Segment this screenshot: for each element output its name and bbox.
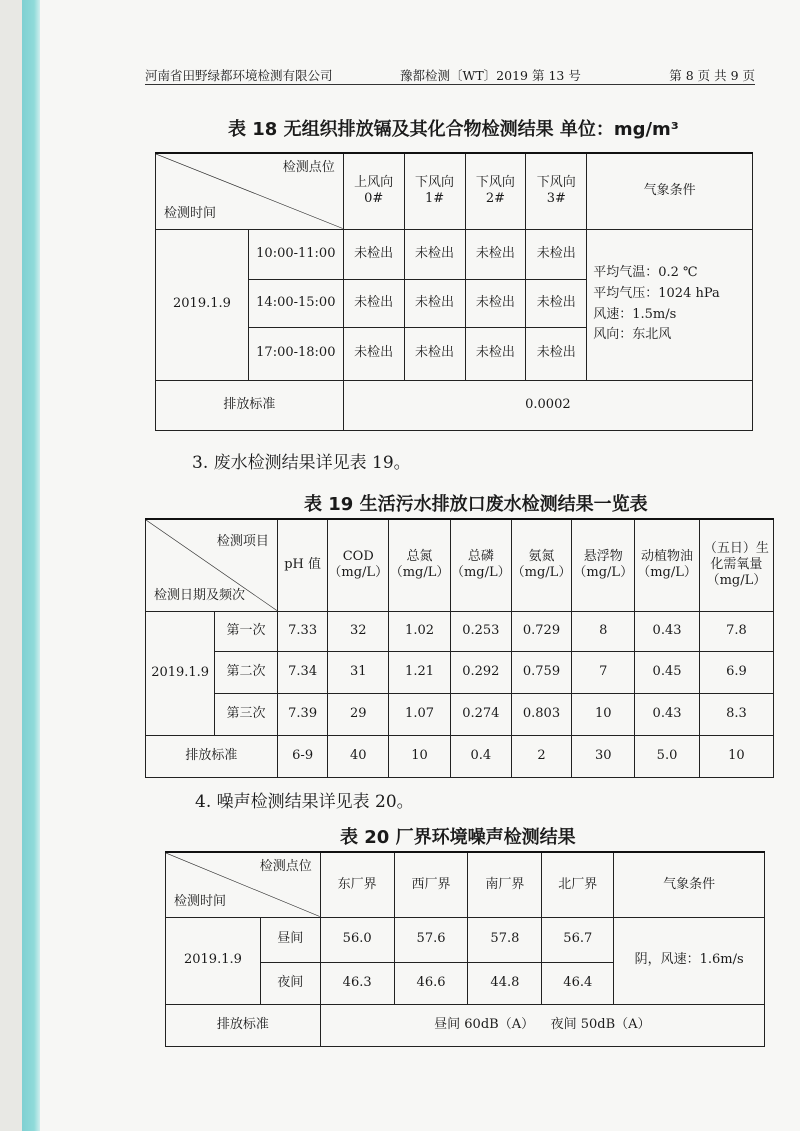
value-cell: 1.02 xyxy=(389,611,451,651)
value-cell: 10 xyxy=(572,693,635,735)
standard-value: 0.0002 xyxy=(343,380,752,430)
col-header: 下风向 3# xyxy=(526,153,587,229)
standard-value: 昼间 60dB（A） 夜间 50dB（A） xyxy=(320,1004,764,1046)
value-cell: 57.6 xyxy=(394,917,468,962)
col-header: （五日）生 化需氧量 （mg/L） xyxy=(699,519,773,611)
col-header: 西厂界 xyxy=(394,852,468,917)
standard-value: 10 xyxy=(389,735,451,777)
date-cell: 2019.1.9 xyxy=(156,229,249,380)
table19-diagonal-header xyxy=(146,519,278,611)
value-cell: 未检出 xyxy=(343,229,404,279)
value-cell: 0.292 xyxy=(450,651,511,693)
standard-label: 排放标准 xyxy=(166,1004,321,1046)
value-cell: 未检出 xyxy=(465,229,526,279)
freq-cell: 第一次 xyxy=(215,611,278,651)
weather-line: 风速：1.5m/s xyxy=(593,306,677,322)
value-cell: 7 xyxy=(572,651,635,693)
value-cell: 未检出 xyxy=(526,327,587,380)
section-4-text: 4. 噪声检测结果详见表 20。 xyxy=(195,792,414,812)
freq-cell: 第二次 xyxy=(215,651,278,693)
standard-label: 排放标准 xyxy=(146,735,278,777)
value-cell: 6.9 xyxy=(699,651,773,693)
freq-cell: 第三次 xyxy=(215,693,278,735)
standard-value: 40 xyxy=(328,735,389,777)
weather-conditions xyxy=(587,229,753,380)
value-cell: 0.274 xyxy=(450,693,511,735)
diag-bottom-label: 检测时间 xyxy=(174,894,227,910)
standard-value: 10 xyxy=(699,735,773,777)
col-header: 东厂界 xyxy=(320,852,394,917)
value-cell: 0.729 xyxy=(511,611,572,651)
value-cell: 8 xyxy=(572,611,635,651)
value-cell: 0.759 xyxy=(511,651,572,693)
period-cell: 昼间 xyxy=(260,917,320,962)
value-cell: 0.43 xyxy=(635,693,700,735)
standard-value: 2 xyxy=(511,735,572,777)
value-cell: 未检出 xyxy=(465,279,526,327)
report-number: 豫都检测〔WT〕2019 第 13 号 xyxy=(400,68,581,83)
standard-value: 6-9 xyxy=(277,735,328,777)
value-cell: 44.8 xyxy=(468,962,542,1004)
col-header: pH 值 xyxy=(277,519,328,611)
diag-top-label: 检测点位 xyxy=(259,859,312,874)
table20 xyxy=(165,851,765,1047)
value-cell: 未检出 xyxy=(343,327,404,380)
value-cell: 0.45 xyxy=(635,651,700,693)
diag-bottom-label: 检测日期及频次 xyxy=(154,588,246,604)
time-cell: 14:00-15:00 xyxy=(248,279,343,327)
value-cell: 1.21 xyxy=(389,651,451,693)
col-header: 下风向 2# xyxy=(465,153,526,229)
col-header: COD （mg/L） xyxy=(328,519,389,611)
value-cell: 46.3 xyxy=(320,962,394,1004)
weather-line: 风向：东北风 xyxy=(593,327,672,343)
value-cell: 未检出 xyxy=(526,229,587,279)
standard-value: 0.4 xyxy=(450,735,511,777)
value-cell: 未检出 xyxy=(465,327,526,380)
col-header: 动植物油 （mg/L） xyxy=(635,519,700,611)
value-cell: 1.07 xyxy=(389,693,451,735)
weather-header: 气象条件 xyxy=(614,852,765,917)
value-cell: 56.7 xyxy=(542,917,614,962)
section-3-text: 3. 废水检测结果详见表 19。 xyxy=(192,453,411,473)
table18 xyxy=(155,152,753,431)
weather-header: 气象条件 xyxy=(587,153,753,229)
col-header: 悬浮物 （mg/L） xyxy=(572,519,635,611)
table19-caption: 表 19 生活污水排放口废水检测结果一览表 xyxy=(304,494,648,515)
value-cell: 56.0 xyxy=(320,917,394,962)
value-cell: 7.34 xyxy=(277,651,328,693)
value-cell: 46.6 xyxy=(394,962,468,1004)
col-header: 南厂界 xyxy=(468,852,542,917)
value-cell: 未检出 xyxy=(404,327,465,380)
value-cell: 0.803 xyxy=(511,693,572,735)
standard-value: 30 xyxy=(572,735,635,777)
diag-bottom-label: 检测时间 xyxy=(164,206,217,222)
time-cell: 10:00-11:00 xyxy=(248,229,343,279)
period-cell: 夜间 xyxy=(260,962,320,1004)
table20-caption: 表 20 厂界环境噪声检测结果 xyxy=(340,827,576,848)
company-name: 河南省田野绿都环境检测有限公司 xyxy=(145,68,333,83)
value-cell: 未检出 xyxy=(343,279,404,327)
value-cell: 7.39 xyxy=(277,693,328,735)
standard-value: 5.0 xyxy=(635,735,700,777)
value-cell: 31 xyxy=(328,651,389,693)
value-cell: 29 xyxy=(328,693,389,735)
time-cell: 17:00-18:00 xyxy=(248,327,343,380)
col-header: 上风向 0# xyxy=(343,153,404,229)
diag-top-label: 检测点位 xyxy=(282,160,335,175)
table18-diagonal-header xyxy=(156,153,344,229)
col-header: 氨氮 （mg/L） xyxy=(511,519,572,611)
value-cell: 未检出 xyxy=(404,279,465,327)
page-number: 第 8 页 共 9 页 xyxy=(669,68,755,83)
weather-conditions: 阴，风速：1.6m/s xyxy=(614,917,765,1004)
value-cell: 8.3 xyxy=(699,693,773,735)
col-header: 下风向 1# xyxy=(404,153,465,229)
table20-diagonal-header xyxy=(166,852,321,917)
col-header: 总磷 （mg/L） xyxy=(450,519,511,611)
value-cell: 32 xyxy=(328,611,389,651)
value-cell: 57.8 xyxy=(468,917,542,962)
date-cell: 2019.1.9 xyxy=(166,917,261,1004)
value-cell: 7.33 xyxy=(277,611,328,651)
page-header xyxy=(145,64,755,85)
col-header: 总氮 （mg/L） xyxy=(389,519,451,611)
col-header: 北厂界 xyxy=(542,852,614,917)
weather-line: 平均气压：1024 hPa xyxy=(593,285,720,301)
date-cell: 2019.1.9 xyxy=(146,611,215,735)
table18-caption: 表 18 无组织排放镉及其化合物检测结果 单位：mg/m³ xyxy=(228,119,679,140)
value-cell: 7.8 xyxy=(699,611,773,651)
weather-line: 平均气温：0.2 ℃ xyxy=(593,264,698,280)
value-cell: 0.253 xyxy=(450,611,511,651)
value-cell: 未检出 xyxy=(526,279,587,327)
value-cell: 未检出 xyxy=(404,229,465,279)
binding-strip xyxy=(0,0,40,1131)
standard-label: 排放标准 xyxy=(156,380,344,430)
diag-top-label: 检测项目 xyxy=(216,534,269,549)
value-cell: 46.4 xyxy=(542,962,614,1004)
value-cell: 0.43 xyxy=(635,611,700,651)
table19 xyxy=(145,518,774,778)
